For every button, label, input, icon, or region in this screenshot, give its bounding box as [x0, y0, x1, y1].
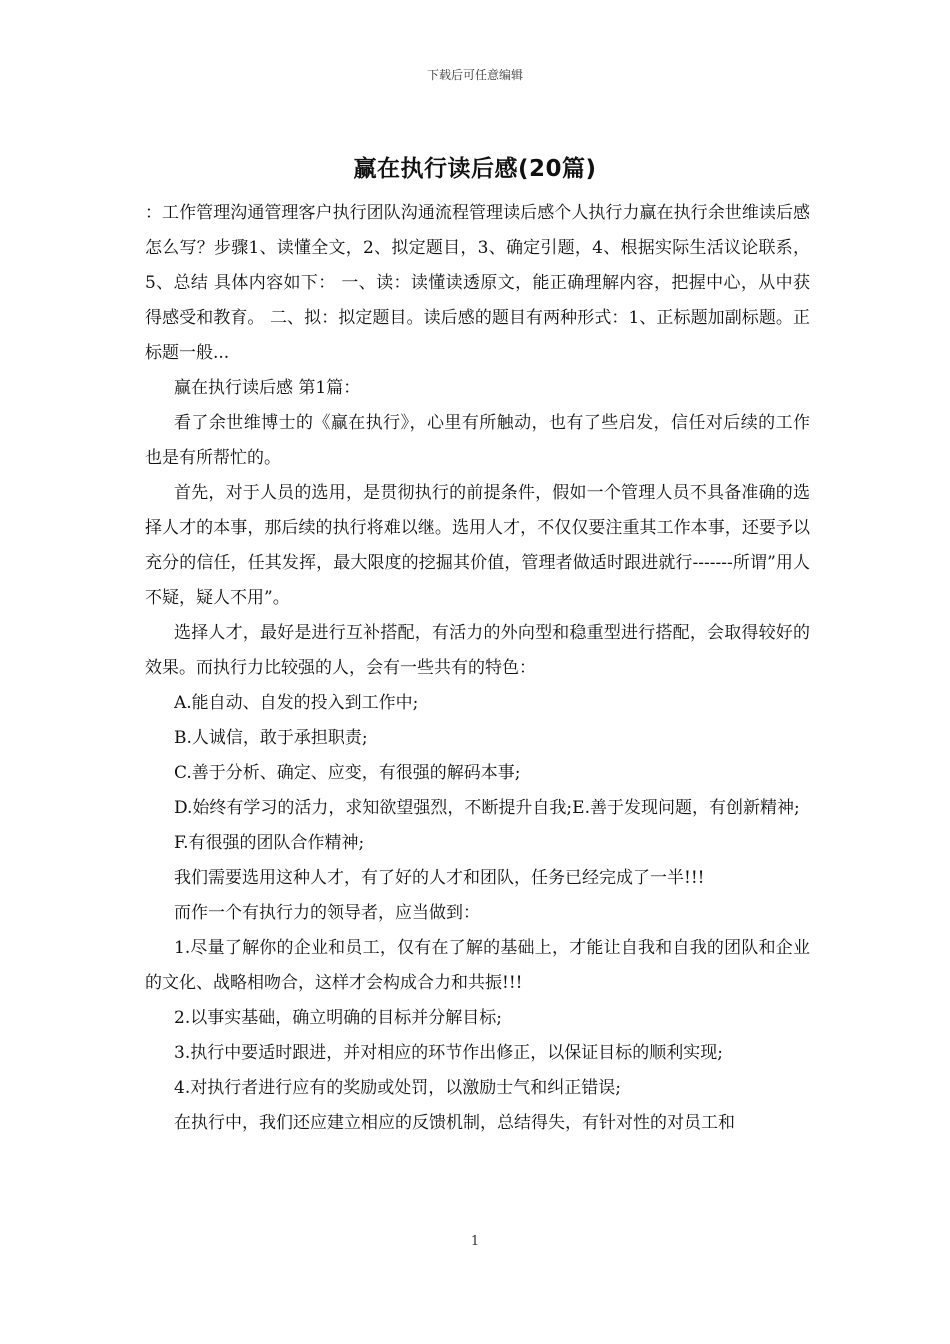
body-paragraph: 4.对执行者进行应有的奖励或处罚，以激励士气和纠正错误;: [174, 1078, 621, 1098]
body-paragraph: F.有很强的团队合作精神;: [174, 833, 365, 853]
page-number: 1: [470, 1234, 480, 1249]
body-paragraph: B.人诚信，敢于承担职责;: [174, 728, 368, 748]
body-paragraph: 首先，对于人员的选用，是贯彻执行的前提条件，假如一个管理人员不具备准确的选择人才的本事，那后续的执行将难以继。选用人才，不仅仅要注重其工作本事，还要予以充分的信任，任其发挥，最大限度的挖掘其价值，管理者做适时跟进就行-------所谓”用人不疑，疑人不用”。: [145, 483, 810, 608]
document-title: 赢在执行读后感(20篇): [353, 156, 597, 182]
body-paragraph: 赢在执行读后感 第1篇：: [174, 378, 361, 398]
body-paragraph: 选择人才，最好是进行互补搭配，有活力的外向型和稳重型进行搭配，会取得较好的效果。而执行力比较强的人，会有一些共有的特色：: [145, 623, 810, 678]
body-paragraph: 3.执行中要适时跟进，并对相应的环节作出修正，以保证目标的顺利实现;: [174, 1043, 723, 1063]
body-paragraph: 2.以事实基础，确立明确的目标并分解目标;: [174, 1008, 502, 1028]
body-paragraph: ：工作管理沟通管理客户执行团队沟通流程管理读后感个人执行力赢在执行余世维读后感怎么写？步骤1、读懂全文，2、拟定题目，3、确定引题，4、根据实际生活议论联系，5、总结 具体内容如下： 一、读：读懂读透原文，能正确理解内容，把握中心，从中获得感受和教育。 二、拟：拟定题目。读后感的题目有两种形式：1、正标题加副标题。正标题一般...: [145, 203, 810, 363]
body-paragraph: D.始终有学习的活力，求知欲望强烈，不断提升自我;E.善于发现问题，有创新精神;: [174, 798, 800, 818]
document-body: [145, 196, 810, 1141]
body-paragraph: 看了余世维博士的《赢在执行》，心里有所触动，也有了些启发，信任对后续的工作也是有所帮忙的。: [145, 413, 810, 468]
body-paragraph: 我们需要选用这种人才，有了好的人才和团队，任务已经完成了一半!!!: [174, 868, 705, 888]
body-paragraph: A.能自动、自发的投入到工作中;: [174, 693, 419, 713]
body-paragraph: 1.尽量了解你的企业和员工，仅有在了解的基础上，才能让自我和自我的团队和企业的文化、战略相吻合，这样才会构成合力和共振!!!: [145, 938, 810, 993]
body-paragraph: 而作一个有执行力的领导者，应当做到：: [174, 903, 480, 923]
body-paragraph: 在执行中，我们还应建立相应的反馈机制，总结得失，有针对性的对员工和: [174, 1113, 735, 1133]
header-note: 下载后可任意编辑: [426, 68, 523, 82]
body-paragraph: C.善于分析、确定、应变，有很强的解码本事;: [174, 763, 521, 783]
